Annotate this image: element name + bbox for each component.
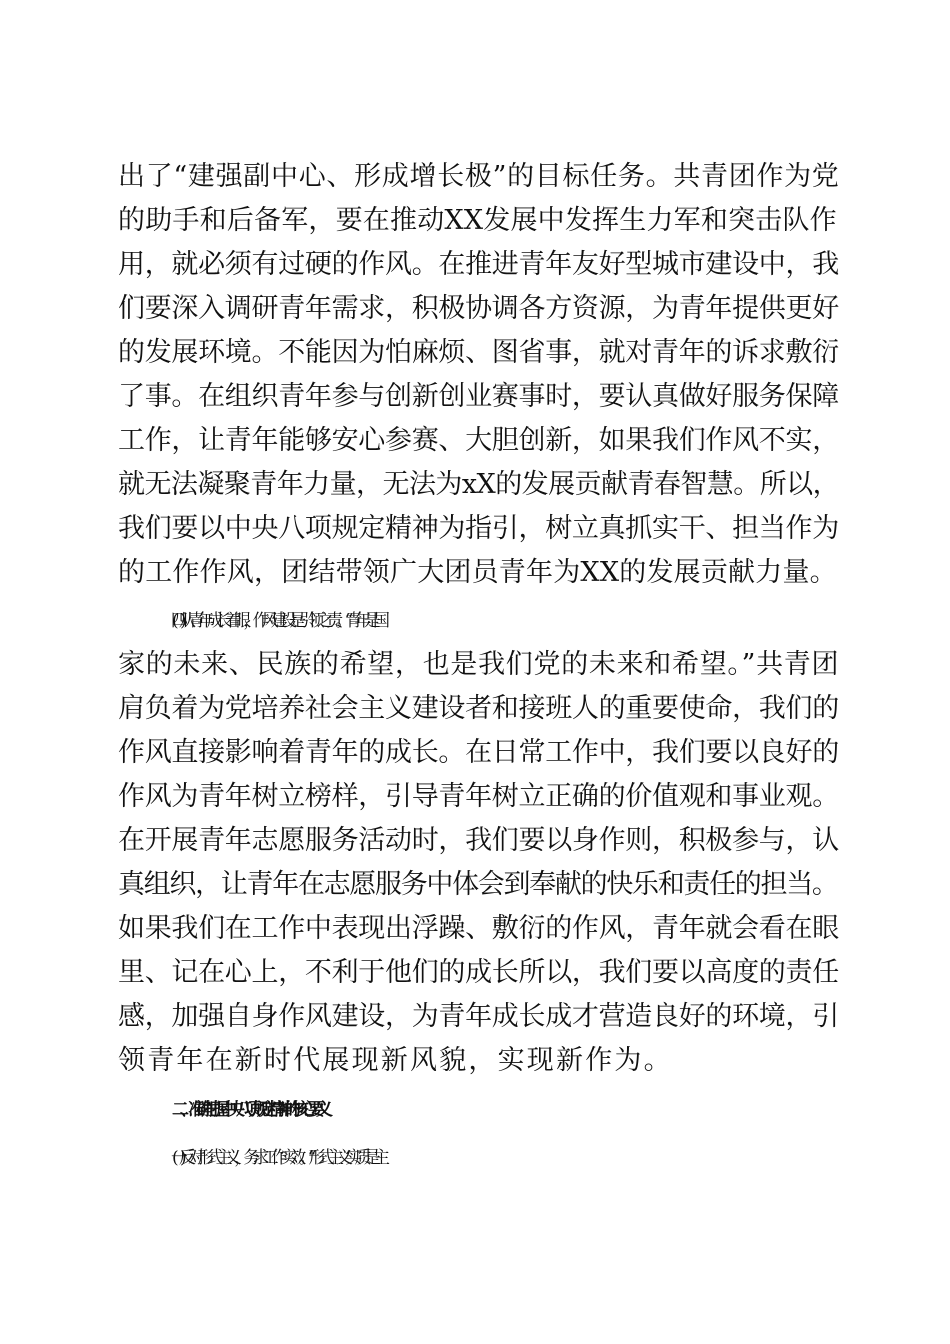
body-text-line: 我们要以中央八项规定精神为指引，树立真抓实干、担当作为 xyxy=(118,513,839,544)
body-text-line: 感，加强自身作风建设，为青年成长成才营造良好的环境，引 xyxy=(118,1001,839,1032)
body-text-line: 的发展环境。不能因为怕麻烦、图省事，就对青年的诉求敷衍 xyxy=(118,337,839,368)
body-text-line: 了事。在组织青年参与创新创业赛事时，要认真做好服务保障 xyxy=(118,381,839,412)
section-heading: 二、准确把握中央八项规定精神的核心要义 xyxy=(172,1100,324,1120)
body-text-line: 领青年在新时代展现新风貌，实现新作为。 xyxy=(118,1045,673,1076)
body-text-line: 如果我们在工作中表现出浮躁、敷衍的作风，青年就会看在眼 xyxy=(118,913,839,944)
body-text-line: 肩负着为党培养社会主义建设者和接班人的重要使命，我们的 xyxy=(118,693,839,724)
body-text-line: 真组织，让青年在志愿服务中体会到奉献的快乐和责任的担当。 xyxy=(118,869,838,900)
body-text-line: 里、记在心上，不利于他们的成长所以，我们要以高度的责任 xyxy=(118,957,839,988)
body-text-line: 用，就必须有过硬的作风。在推进青年友好型城市建设中，我 xyxy=(118,249,839,280)
body-text-line: 作风为青年树立榜样，引导青年树立正确的价值观和事业观。 xyxy=(118,781,839,812)
body-text-line: 家的未来、民族的希望，也是我们党的未来和希望。”共青团 xyxy=(118,649,840,680)
paragraph-first-line: (四)从青年成长着眼，作风建设是引领之责。“青年是国 xyxy=(172,611,383,631)
body-text-line: 的工作作风，团结带领广大团员青年为XX的发展贡献力量。 xyxy=(118,557,837,588)
body-text-line: 工作，让青年能够安心参赛、大胆创新，如果我们作风不实， xyxy=(118,425,839,456)
paragraph-first-line: (一)反对形式主义，务求工作实效。“形式主义实质是主 xyxy=(172,1148,383,1168)
body-text-line: 作风直接影响着青年的成长。在日常工作中，我们要以良好的 xyxy=(118,737,839,768)
body-text-line: 们要深入调研青年需求，积极协调各方资源，为青年提供更好 xyxy=(118,293,839,324)
body-text-line: 的助手和后备军，要在推动XX发展中发挥生力军和突击队作 xyxy=(118,205,837,236)
body-text-line: 就无法凝聚青年力量，无法为xX的发展贡献青春智慧。所以， xyxy=(118,469,840,500)
body-text-line: 在开展青年志愿服务活动时，我们要以身作则，积极参与，认 xyxy=(118,825,839,856)
body-text-line: 出了“建强副中心、形成增长极”的目标任务。共青团作为党 xyxy=(118,161,840,192)
